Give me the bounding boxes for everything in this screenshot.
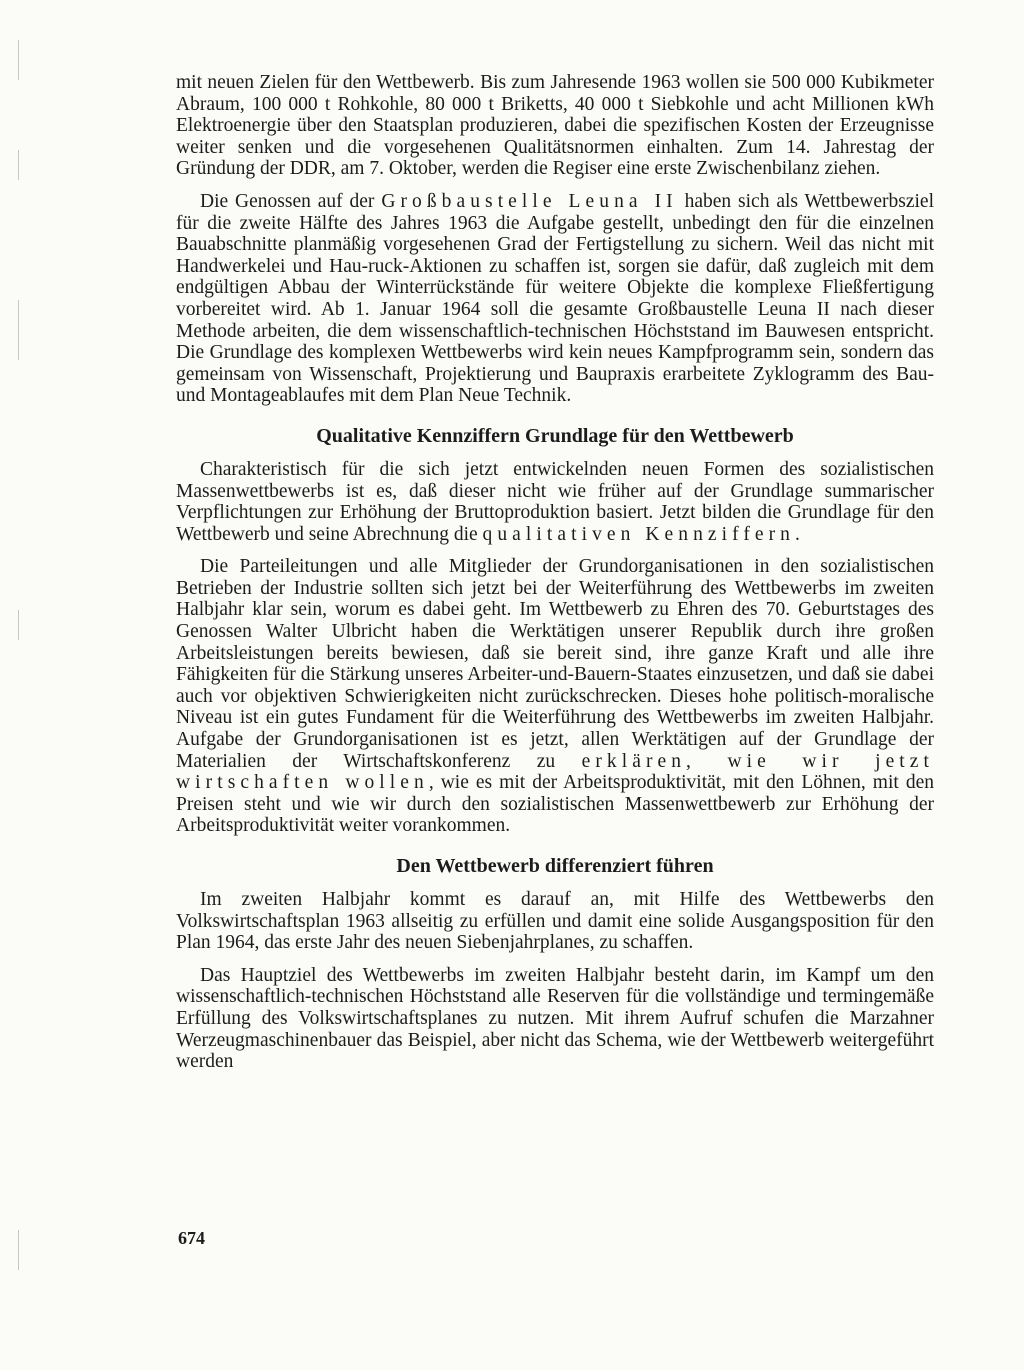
paragraph-text: Die Genossen auf der: [200, 190, 382, 212]
paragraph-text: Die Parteileitungen und alle Mitglieder der Grundorganisationen in den sozialistischen Betrieben der Industrie sollten sich jetzt bei der Weiterführung des Wettbewerbs im zweiten Halbjahr klar sein, worum es dabei geht. Im Wettbewerb zu Ehren des 70. Geburtstages des Genossen Walter Ulbricht haben die Werktätigen unserer Republik durch ihre großen Arbeitsleistungen bereits bewiesen, daß sie bereit sind, ihre ganze Kraft und alle ihre Fähigkeiten für die Stärkung unseres Arbeiter-und-Bauern-Staates einzusetzen, und daß sie dabei auch vor objektiven Schwierigkeiten nicht zurückschrecken. Dieses hohe politisch-moralische Niveau ist ein gutes Fundament für die Weiterführung des Wettbewerbs im zweiten Halbjahr. Aufgabe der Grundorganisationen ist es jetzt, allen Werktätigen auf der Grundlage der Materialien der Wirtschaftskonferenz zu: [176, 556, 934, 772]
paragraph-text: haben sich als Wettbewerbsziel für die zweite Hälfte des Jahres 1963 die Aufgabe gestellt, unbedingt den für die einzelnen Bauabschnitte planmäßig vorgesehenen Grad der Fertigstellung zu sichern. Weil das nicht mit Handwerkelei und Hau-ruck-Aktionen zu schaffen ist, sorgen sie dafür, daß zugleich mit dem endgültigen Abbau der Winterrückstände für weitere Objekte die komplexe Fließfertigung vorbereitet wird. Ab 1. Januar 1964 soll die gesamte Großbaustelle Leuna II nach dieser Methode arbeiten, die dem wissenschaftlich-technischen Höchststand im Bauwesen entspricht. Die Grundlage des komplexen Wettbewerbs wird kein neues Kampfprogramm sein, sondern das gemeinsam von Wissenschaft, Projektierung und Baupraxis erarbeitete Zyklogramm des Bau- und Montageablaufes mit dem Plan Neue Technik.: [176, 190, 934, 407]
paragraph-text: Im zweiten Halbjahr kommt es darauf an, mit Hilfe des Wettbewerbs den Volkswirtschaftsplan 1963 allseitig zu erfüllen und damit eine solide Ausgangsposition für den Plan 1964, das erste Jahr des neuen Siebenjahrplanes, zu schaffen.: [176, 889, 934, 954]
paragraph-text: Das Hauptziel des Wettbewerbs im zweiten Halbjahr besteht darin, im Kampf um den wissenschaftlich-technischen Höchststand alle Reserven für die vollständige und termingemäße Erfüllung des Volkswirtschaftsplanes zu nutzen. Mit ihrem Aufruf schufen die Marzahner Werzeugmaschinenbauer das Beispiel, aber nicht das Schema, wie der Wettbewerb weitergeführt werden: [176, 964, 934, 1073]
scan-edge-line: [18, 1230, 19, 1270]
body-paragraph: [176, 191, 934, 407]
scan-edge-line: [18, 150, 19, 180]
paragraph-text: mit neuen Zielen für den Wettbewerb. Bis zum Jahresende 1963 wollen sie 500 000 Kubikmeter Abraum, 100 000 t Rohkohle, 80 000 t Briketts, 40 000 t Siebkohle und acht Millionen kWh Elektroenergie über den Staatsplan produzieren, dabei die spezifischen Kosten der Erzeugnisse weiter senken und die vorgesehenen Qualitätsnormen einhalten. Zum 14. Jahrestag der Gründung der DDR, am 7. Oktober, werden die Regiser eine erste Zwischenbilanz ziehen.: [176, 72, 934, 180]
body-paragraph: [176, 459, 934, 545]
spaced-emphasis-text: erklären, wie wir jetzt wirtschaften wollen: [176, 750, 934, 794]
section-heading: Den Wettbewerb differenziert führen: [396, 855, 714, 877]
section-heading: Qualitative Kennziffern Grundlage für den Wettbewerb: [316, 424, 794, 447]
scan-edge-line: [18, 300, 19, 360]
scan-edge-line: [18, 40, 19, 80]
paragraph-text: , wie es mit der Arbeitsproduktivität, mit den Löhnen, mit den Preisen steht und wie wir durch den sozialistischen Massenwettbewerb zur Erhöhung der Arbeitsproduktivität weiter vorankommen.: [176, 772, 934, 837]
body-paragraph: [176, 965, 934, 1073]
page-number: 674: [178, 1228, 205, 1248]
body-paragraph: [176, 556, 934, 837]
scan-edge-line: [18, 610, 19, 640]
paragraph-text: Charakteristisch für die sich jetzt entwickelnden neuen Formen des sozialistischen Massenwettbewerbs ist es, daß dieser nicht wie früher auf der Grundlage summarischer Verpflichtungen zur Erhöhung der Bruttoproduktion basiert. Jetzt bilden die Grundlage für den Wettbewerb und seine Abrechnung die: [176, 458, 934, 545]
spaced-emphasis-text: qualitativen Kennziffern: [482, 523, 795, 545]
paragraph-text: .: [795, 523, 800, 545]
body-paragraph: [176, 72, 934, 180]
body-paragraph: [176, 889, 934, 954]
spaced-emphasis-text: Großbaustelle Leuna II: [381, 190, 678, 212]
document-page: [176, 72, 934, 1073]
